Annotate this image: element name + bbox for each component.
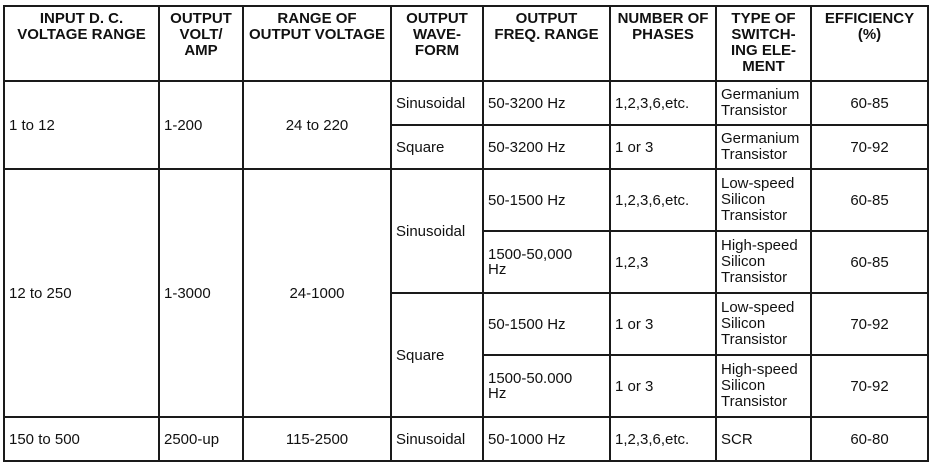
waveform-cell: Sinusoidal — [391, 81, 483, 125]
volt-amp-cell: 1-3000 — [159, 169, 243, 417]
header-efficiency: EFFICIENCY (%) — [811, 6, 928, 81]
efficiency-cell: 60-80 — [811, 417, 928, 461]
header-input-voltage-range: INPUT D. C. VOLTAGE RANGE — [4, 6, 159, 81]
table-header — [4, 6, 928, 81]
input-voltage-cell: 1 to 12 — [4, 81, 159, 169]
phases-cell: 1,2,3,6,etc. — [610, 169, 716, 231]
output-voltage-cell: 115-2500 — [243, 417, 391, 461]
inverter-spec-table — [3, 5, 929, 462]
header-range-of-output-voltage: RANGE OF OUTPUT VOLTAGE — [243, 6, 391, 81]
phases-cell: 1,2,3,6,etc. — [610, 417, 716, 461]
table-row — [4, 417, 928, 461]
volt-amp-cell: 1-200 — [159, 81, 243, 169]
freq-cell: 50-3200 Hz — [483, 125, 610, 169]
output-voltage-cell: 24 to 220 — [243, 81, 391, 169]
freq-cell: 50-1000 Hz — [483, 417, 610, 461]
efficiency-cell: 60-85 — [811, 169, 928, 231]
waveform-cell: Sinusoidal — [391, 417, 483, 461]
waveform-cell: Square — [391, 293, 483, 417]
phases-cell: 1 or 3 — [610, 125, 716, 169]
freq-cell: 1500-50.000 Hz — [483, 355, 610, 417]
switching-element-cell: Germanium Transistor — [716, 81, 811, 125]
header-output-volt-amp: OUTPUT VOLT/ AMP — [159, 6, 243, 81]
switching-element-cell: SCR — [716, 417, 811, 461]
volt-amp-cell: 2500-up — [159, 417, 243, 461]
table-row — [4, 169, 928, 231]
input-voltage-cell: 150 to 500 — [4, 417, 159, 461]
waveform-cell: Sinusoidal — [391, 169, 483, 293]
switching-element-cell: High-speed Silicon Transistor — [716, 355, 811, 417]
efficiency-cell: 70-92 — [811, 355, 928, 417]
switching-element-cell: Low-speed Silicon Transistor — [716, 293, 811, 355]
inverter-spec-table-container — [3, 5, 927, 462]
input-voltage-cell: 12 to 250 — [4, 169, 159, 417]
freq-cell: 50-1500 Hz — [483, 169, 610, 231]
output-voltage-cell: 24-1000 — [243, 169, 391, 417]
efficiency-cell: 70-92 — [811, 293, 928, 355]
header-type-of-switching-element: TYPE OF SWITCH- ING ELE- MENT — [716, 6, 811, 81]
table-row — [4, 81, 928, 125]
switching-element-cell: Low-speed Silicon Transistor — [716, 169, 811, 231]
freq-cell: 1500-50,000 Hz — [483, 231, 610, 293]
switching-element-cell: Germanium Transistor — [716, 125, 811, 169]
phases-cell: 1,2,3 — [610, 231, 716, 293]
phases-cell: 1,2,3,6,etc. — [610, 81, 716, 125]
efficiency-cell: 60-85 — [811, 231, 928, 293]
efficiency-cell: 60-85 — [811, 81, 928, 125]
header-row — [4, 6, 928, 81]
waveform-cell: Square — [391, 125, 483, 169]
header-number-of-phases: NUMBER OF PHASES — [610, 6, 716, 81]
efficiency-cell: 70-92 — [811, 125, 928, 169]
switching-element-cell: High-speed Silicon Transistor — [716, 231, 811, 293]
freq-cell: 50-1500 Hz — [483, 293, 610, 355]
header-output-waveform: OUTPUT WAVE- FORM — [391, 6, 483, 81]
header-output-freq-range: OUTPUT FREQ. RANGE — [483, 6, 610, 81]
freq-cell: 50-3200 Hz — [483, 81, 610, 125]
phases-cell: 1 or 3 — [610, 293, 716, 355]
table-body — [4, 81, 928, 461]
phases-cell: 1 or 3 — [610, 355, 716, 417]
